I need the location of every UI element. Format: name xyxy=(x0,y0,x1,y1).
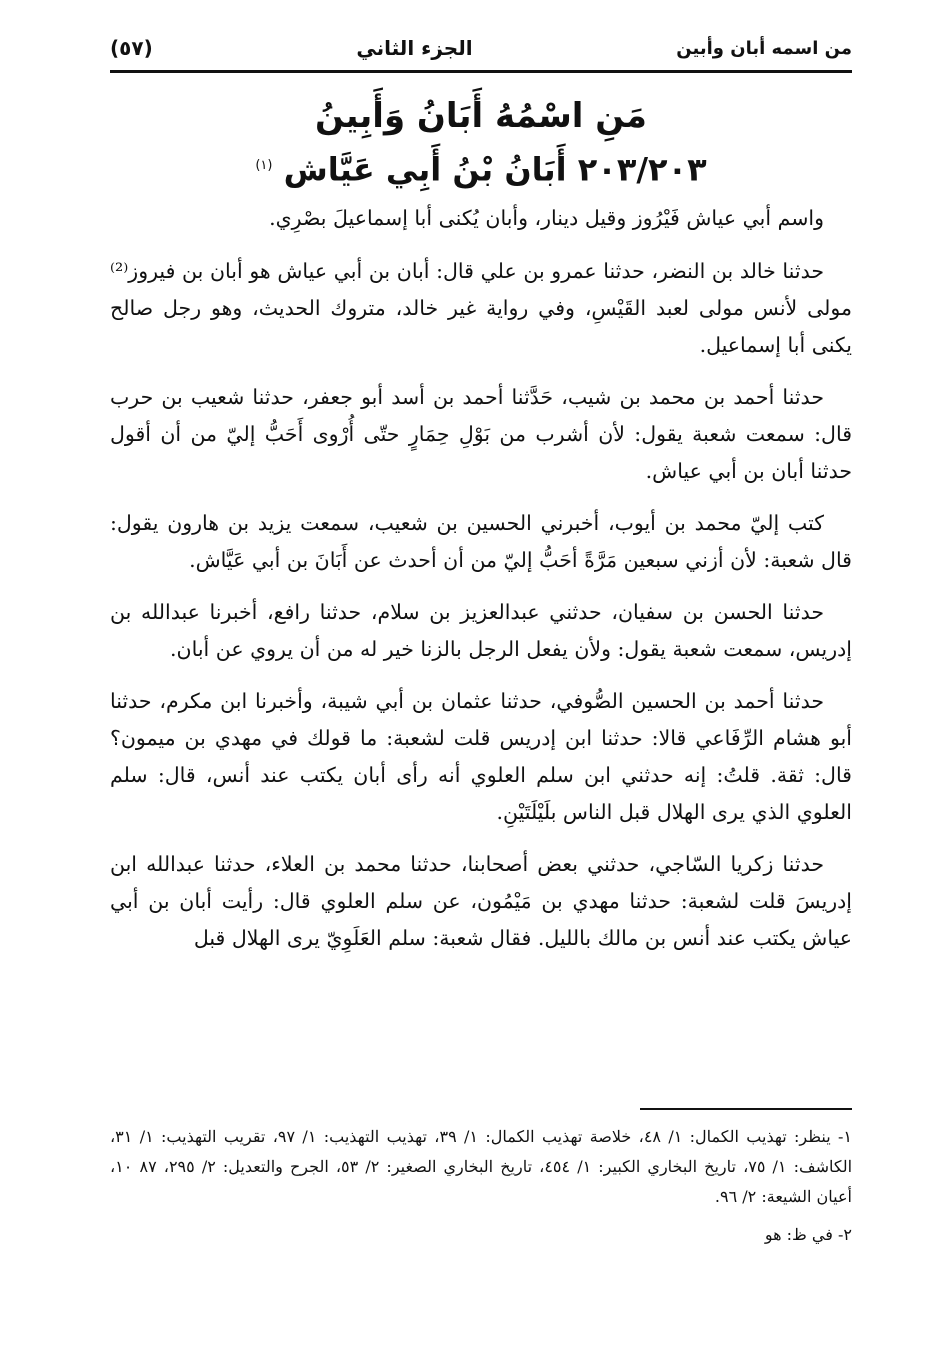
part-label: الجزء الثاني xyxy=(356,36,473,60)
paragraph-7: حدثنا زكريا السّاجي، حدثني بعض أصحابنا، حدثنا محمد بن العلاء، حدثنا عبدالله ابن إدريسَ قلت لشعبة: حدثنا مهدي بن مَيْمُون، عن سلم العلوي قال: رأيت أبان بن أبي عياش يكتب عند أنس بن مالك بالليل. فقال شعبة: سلم العَلَوِيّ يرى الهلال قبل xyxy=(110,852,852,950)
paragraph-5: حدثنا الحسن بن سفيان، حدثني عبدالعزيز بن سلام، حدثنا رافع، أخبرنا عبدالله بن إدريس، سمعت شعبة يقول: ولأن يفعل الرجل بالزنا خير له من أن يروي عن أبان. xyxy=(110,600,852,661)
chapter-title: مَنِ اسْمُهُ أَبَانُ وَأَبِينُ xyxy=(315,96,647,136)
paragraph-3: حدثنا أحمد بن محمد بن شيب، حَدَّثنا أحمد بن أسد أبو جعفر، حدثنا شعيب بن حرب قال: سمعت شعبة يقول: لأن أشرب من بَوْلِ حِمَارٍ حتّى أُرْوى أَحَبُّ إليّ من أن أقول حدثنا أبان بن أبي عياش. xyxy=(110,385,852,483)
footnotes xyxy=(110,1122,852,1254)
body-text xyxy=(110,200,852,972)
paragraph-4: كتب إليّ محمد بن أيوب، أخبرني الحسين بن شعيب، سمعت يزيد بن هارون يقول: قال شعبة: لأن أزني سبعين مَرَّةً أحَبُّ إليّ من أن أحدث عن أَبَانَ بن أبي عَيَّاش. xyxy=(110,511,852,572)
footnote-rule xyxy=(640,1108,852,1110)
entry-footnote-mark: (١) xyxy=(255,158,273,173)
paragraph-2: حدثنا خالد بن النضر، حدثنا عمرو بن علي قال: أبان بن أبي عياش هو أبان بن فيروز⁽²⁾مولى لأنس مولى لعبد القَيْسِ، وفي رواية غير خالد، متروك الحديث، وهو رجل صالح يكنى أبا إسماعيل. xyxy=(110,259,852,357)
entry-title xyxy=(110,142,852,190)
page-header xyxy=(110,30,852,66)
paragraph-6: حدثنا أحمد بن الحسين الصُّوفي، حدثنا عثمان بن أبي شيبة، وأخبرنا ابن مكرم، حدثنا أبو هشام الرِّفَاعي قالا: حدثنا ابن إدريس قلت لشعبة: ما قولك في مهدي بن ميمون؟ قال: ثقة. قلتُ: إنه حدثني ابن سلم العلوي أنه رأى أبان يكتب عند أنس، قال: سلم العلوي الذي يرى الهلال قبل الناس بلَيْلَتَيْنِ. xyxy=(110,689,852,824)
header-rule xyxy=(110,70,852,73)
running-title: من اسمه أبان وأبين xyxy=(676,37,852,59)
paragraph-1: واسم أبي عياش فَيْرُوز وقيل دينار، وأبان يُكنى أبا إسماعيلَ بصْرِي. xyxy=(269,206,824,230)
page-number: (٥٧) xyxy=(110,36,153,60)
footnote-1: ١- ينظر: تهذيب الكمال: ١/ ٤٨، خلاصة تهذيب الكمال: ١/ ٣٩، تهذيب التهذيب: ١/ ٩٧، تقريب التهذيب: ١/ ٣١، الكاشف: ١/ ٧٥، تاريخ البخاري الكبير: ١/ ٤٥٤، تاريخ البخاري الصغير: ٢/ ٥٣، الجرح والتعديل: ٢/ ٢٩٥، ٨٧ ١٠، أعيان الشيعة: ٢/ ٩٦. xyxy=(110,1127,853,1206)
footnote-2: ٢- في ظ: هو xyxy=(764,1225,852,1244)
entry-title-text: ٢٠٣/٢٠٣ أَبَانُ بْنُ أَبِي عَيَّاش xyxy=(283,150,707,189)
